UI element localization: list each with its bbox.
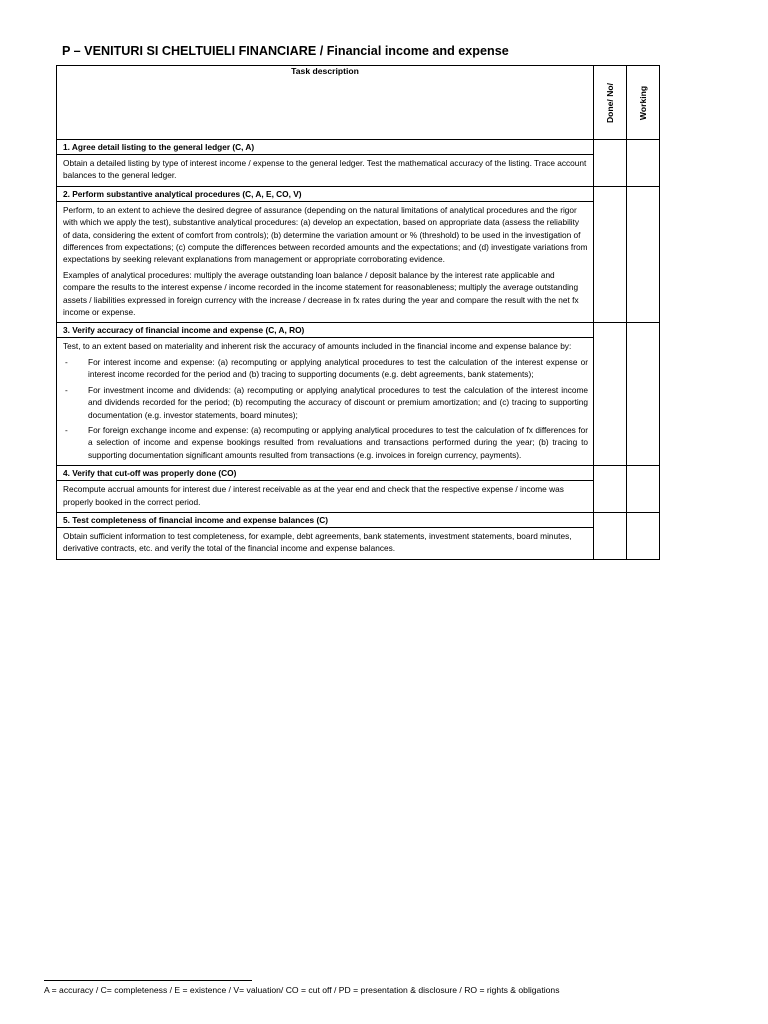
dash-bullet: - <box>65 356 68 367</box>
table-row <box>57 323 660 466</box>
done-cell[interactable] <box>594 512 627 559</box>
step-paragraph: Recompute accrual amounts for interest due / interest receivable as at the year end and check that the respective expense / income was properly booked in the correct period. <box>63 484 564 507</box>
working-cell[interactable] <box>627 466 660 513</box>
working-column-header <box>627 66 660 140</box>
footnote: A = accuracy / C= completeness / E = existence / V= valuation/ CO = cut off / PD = presentation & disclosure / RO = rights & obligations <box>44 985 560 995</box>
step-cell <box>57 140 594 187</box>
working-cell[interactable] <box>627 512 660 559</box>
done-column-header <box>594 66 627 140</box>
done-cell[interactable] <box>594 140 627 187</box>
step-title: 5. Test completeness of financial income and expense balances (C) <box>57 513 593 528</box>
working-cell[interactable] <box>627 186 660 323</box>
table-row <box>57 186 660 323</box>
table-row <box>57 512 660 559</box>
list-item-text: For investment income and dividends: (a) recomputing or applying analytical procedures to test the calculation of the interest income and dividends recorded for the period; (b) recomputing the accuracy of discount or premium amortization; and (c) tracing to supporting documentation (e.g. investor statements, board minutes); <box>88 384 588 420</box>
table-row <box>57 466 660 513</box>
table-header-row <box>57 66 660 140</box>
dash-bullet: - <box>65 424 68 435</box>
working-cell[interactable] <box>627 323 660 466</box>
step-cell <box>57 466 594 513</box>
step-cell <box>57 186 594 323</box>
step-paragraph: Obtain a detailed listing by type of interest income / expense to the general ledger. Test the mathematical accuracy of the listing. Trace account balances to the general ledger. <box>63 158 587 181</box>
step-title: 2. Perform substantive analytical procedures (C, A, E, CO, V) <box>57 187 593 202</box>
page-title: P – VENITURI SI CHELTUIELI FINANCIARE / Financial income and expense <box>62 44 509 58</box>
step-paragraph: Examples of analytical procedures: multiply the average outstanding loan balance / deposit balance by the interest rate applicable and compare the results to the interest expense / income recorded in the income statement for reasonableness; multiply the average outstanding assets / liabilities expressed in foreign currency with the increase / decrease in fx rates during the year and compare the result with the net fx income or expense. <box>63 269 579 318</box>
list-item-text: For foreign exchange income and expense: (a) recomputing or applying analytical procedures to test the calculation of fx differences for a selection of income and expense bookings resulted from revaluations and transactions performed during the year; (b) tracing to supporting documentation significant amounts resulted from transactions (e.g. invoices in foreign currency, payments). <box>88 424 588 460</box>
working-cell[interactable] <box>627 140 660 187</box>
audit-procedures-table <box>56 65 660 560</box>
list-item-text: For interest income and expense: (a) recomputing or applying analytical procedures to test the calculation of the interest expense or interest income recorded for the period and (b) tracing to supporting documents (e.g. debt agreements, bank statements); <box>88 356 588 380</box>
done-header-label: Done/ No/ <box>605 82 615 123</box>
dash-bullet: - <box>65 384 68 395</box>
list-item <box>63 424 588 461</box>
task-description-header: Task description <box>57 66 594 140</box>
step-paragraph: Perform, to an extent to achieve the desired degree of assurance (depending on the natural limitations of analytical procedures and the rigor with which we apply the test), substantive analytical procedures: (a) develop an expectation, based on appropriate data (assess the reliability of data, considering the extent of comfort from controls); (b) determine the variation amount or % (threshold) to be used in the investigation of differences from expectations; (c) compute the differences between recorded amounts and the expectations; and (d) investigate variations from expectations by seeking relevant explanations from management or appropriate corroborating evidence. <box>63 204 588 265</box>
step-paragraph: Test, to an extent based on materiality and inherent risk the accuracy of amounts included in the financial income and expense balance by: <box>63 341 572 352</box>
step-paragraph: Obtain sufficient information to test completeness, for example, debt agreements, bank statements, investment statements, board minutes, derivative contracts, etc. and verify the total of the financial income and expense balances. <box>63 530 572 554</box>
done-cell[interactable] <box>594 323 627 466</box>
done-cell[interactable] <box>594 186 627 323</box>
step-title: 1. Agree detail listing to the general ledger (C, A) <box>57 140 593 155</box>
step-title: 4. Verify that cut-off was properly done (CO) <box>57 466 593 481</box>
working-header-label: Working <box>638 85 648 120</box>
table-row <box>57 140 660 187</box>
procedure-list <box>63 356 588 461</box>
list-item <box>63 384 588 421</box>
step-cell <box>57 512 594 559</box>
done-cell[interactable] <box>594 466 627 513</box>
step-cell <box>57 323 594 466</box>
step-title: 3. Verify accuracy of financial income and expense (C, A, RO) <box>57 323 593 338</box>
footnote-divider <box>44 980 252 981</box>
list-item <box>63 356 588 381</box>
